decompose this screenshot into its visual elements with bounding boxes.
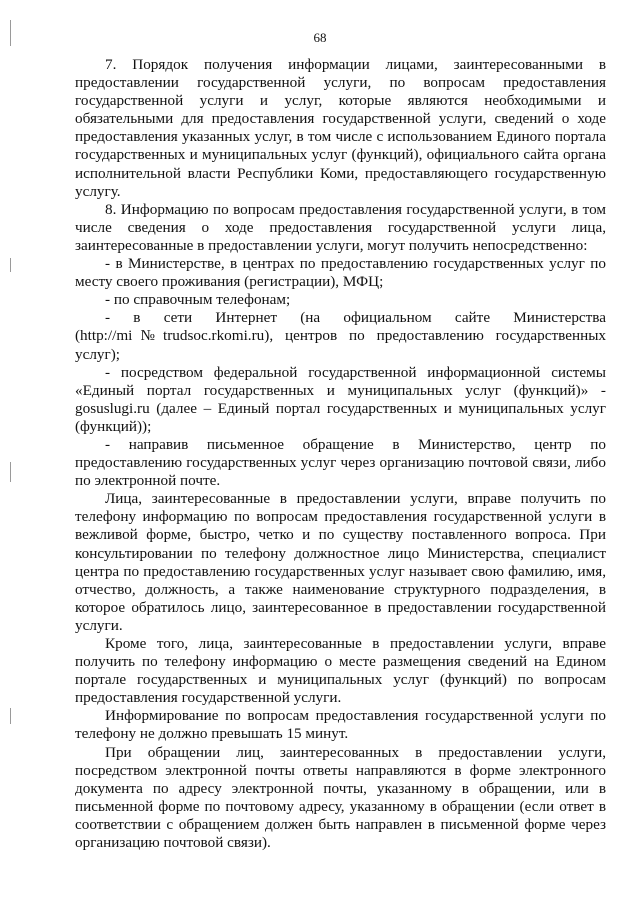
- paragraph: 7. Порядок получения информации лицами, заинтересованными в предоставлении государственной услуги, по вопросам предоставления государственной услуги и услуг, которые являются необходимыми и обязательными для предоставления государственной услуги, сведений о ходе предоставления указанных услуг, в том числе с использованием Единого портала государственных и муниципальных услуг (функций), официального сайта органа исполнительной власти Республики Коми, предоставляющего государственную услугу.: [75, 56, 606, 200]
- scan-edge-mark: [10, 258, 11, 272]
- page-number: 68: [313, 30, 327, 45]
- scan-edge-mark: [10, 708, 11, 724]
- document-body: [75, 56, 606, 852]
- paragraph: Кроме того, лица, заинтересованные в предоставлении услуги, вправе получить по телефону информацию о месте размещения сведений на Едином портале государственных и муниципальных услуг (функций) по вопросам предоставления государственной услуги.: [75, 635, 606, 707]
- scan-edge-mark: [10, 462, 11, 482]
- paragraph: При обращении лиц, заинтересованных в предоставлении услуги, посредством электронной почты ответы направляются в форме электронного документа по адресу электронной почты, указанному в обращении, или в письменной форме по почтовому адресу, указанному в обращении (если ответ в соответствии с обращением должен быть направлен в письменной форме через организацию почтовой связи).: [75, 743, 606, 852]
- list-item: - по справочным телефонам;: [105, 291, 291, 309]
- list-item: - в Министерстве, в центрах по предоставлению государственных услуг по месту своего проживания (регистрации), МФЦ;: [75, 255, 606, 291]
- paragraph: 8. Информацию по вопросам предоставления государственной услуги, в том числе сведения о ходе предоставления государственной услуги лица, заинтересованные в предоставлении услуги, могут получить непосредственно:: [75, 200, 606, 254]
- list-item: - посредством федеральной государственной информационной системы «Единый портал государственных и муниципальных услуг (функций)» - gosuslugi.ru (далее – Единый портал государственных и муниципальных услуг (функций));: [75, 363, 606, 435]
- list-item: - в сети Интернет (на официальном сайте Министерства (http://mi№trudsoc.rkomi.ru), центров по предоставлению государственных услуг);: [75, 309, 606, 363]
- list-item: - направив письменное обращение в Министерство, центр по предоставлению государственных услуг через организацию почтовой связи, либо по электронной почте.: [75, 435, 606, 490]
- scan-edge-mark: [10, 20, 11, 46]
- paragraph: Лица, заинтересованные в предоставлении услуги, вправе получить по телефону информацию по вопросам предоставления государственной услуги в вежливой форме, быстро, четко и по существу поставленного вопроса. При консультировании по телефону должностное лицо Министерства, специалист центра по предоставлению государственных услуг называет свою фамилию, имя, отчество, должность, а также наименование структурного подразделения, в которое обратилось лицо, заинтересованное в предоставлении государственной услуги.: [75, 490, 606, 634]
- paragraph: Информирование по вопросам предоставления государственной услуги по телефону не должно превышать 15 минут.: [75, 707, 606, 743]
